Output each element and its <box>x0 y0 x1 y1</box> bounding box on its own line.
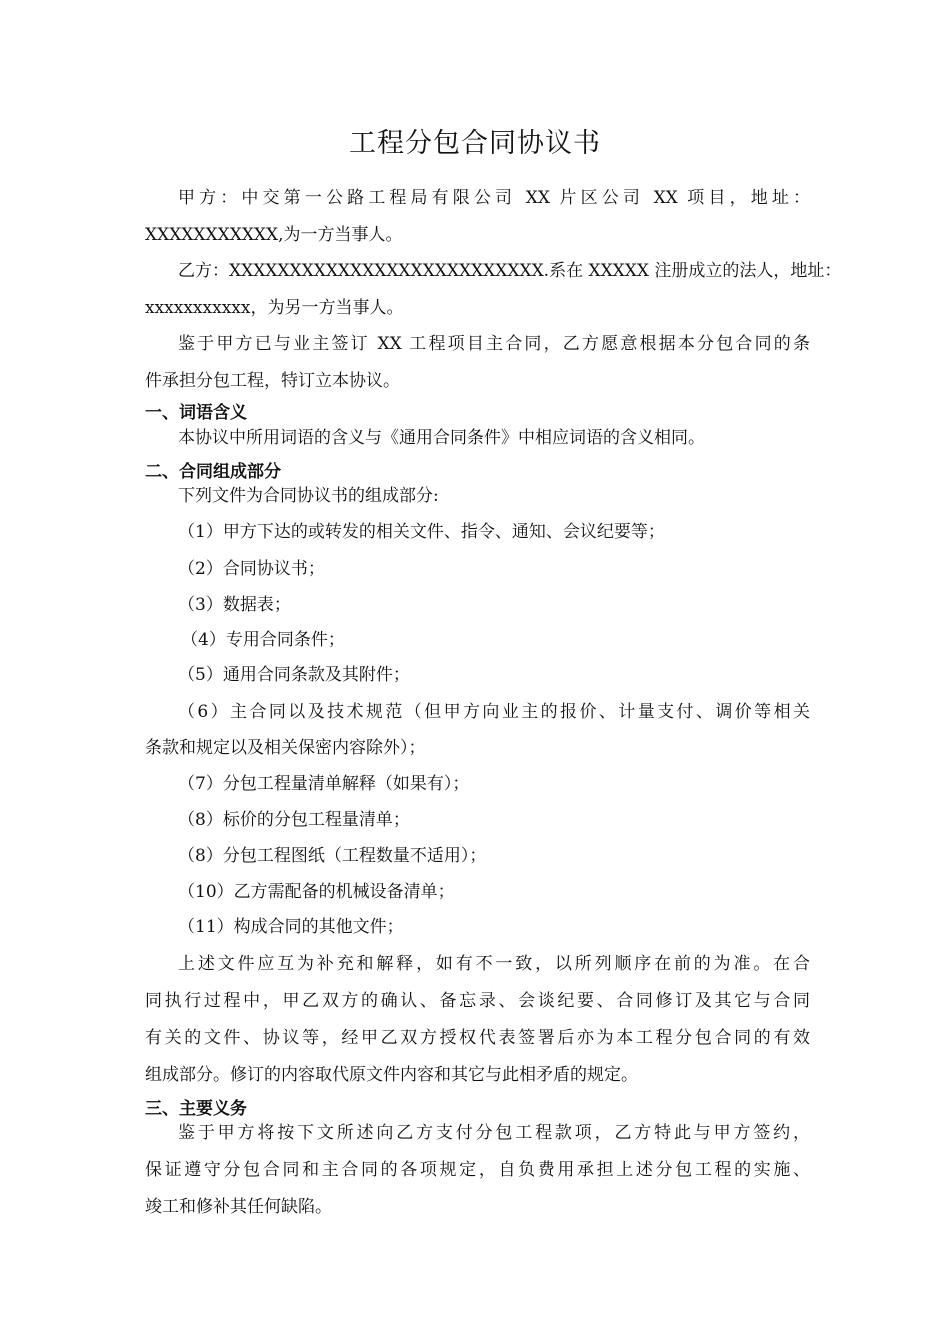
list-item: （5）通用合同条款及其附件； <box>178 665 410 685</box>
section-3-heading: 三、主要义务 <box>145 1099 247 1119</box>
section-1-text: 本协议中所用词语的含义与《通用合同条件》中相应词语的含义相同。 <box>178 428 705 448</box>
section-1-heading: 一、词语含义 <box>145 403 247 423</box>
list-item: （1）甲方下达的或转发的相关文件、指令、通知、会议纪要等； <box>178 522 665 542</box>
list-item: （8）标价的分包工程量清单； <box>178 810 410 830</box>
list-item: 条款和规定以及相关保密内容除外）； <box>145 738 426 758</box>
party-b-line-2: xxxxxxxxxxx，为另一方当事人。 <box>145 298 404 318</box>
section-2-closing-line: 同执行过程中，甲乙双方的确认、备忘录、会谈纪要、合同修订及其它与合同 <box>145 991 810 1011</box>
section-3-line: 保证遵守分包合同和主合同的各项规定，自负费用承担上述分包工程的实施、 <box>145 1160 810 1180</box>
list-item: （8）分包工程图纸（工程数量不适用）； <box>178 846 487 866</box>
section-2-heading: 二、合同组成部分 <box>145 462 281 482</box>
section-2-closing-line: 上述文件应互为补充和解释，如有不一致，以所列顺序在前的为准。在合 <box>178 954 810 974</box>
party-a-line-1: 甲方：中交第一公路工程局有限公司 XX 片区公司 XX 项目，地址： <box>178 188 810 208</box>
party-a-line-2: XXXXXXXXXXX,为一方当事人。 <box>145 225 403 245</box>
list-item: （11）构成合同的其他文件； <box>178 917 404 937</box>
list-item: （7）分包工程量清单解释（如果有）； <box>178 774 470 794</box>
list-item: （3）数据表； <box>178 595 291 615</box>
list-item: （4）专用合同条件； <box>181 630 345 650</box>
list-item: （10）乙方需配备的机械设备清单； <box>178 882 455 902</box>
whereas-line-1: 鉴于甲方已与业主签订 XX 工程项目主合同，乙方愿意根据本分包合同的条 <box>178 334 810 354</box>
party-b-line-1: 乙方：XXXXXXXXXXXXXXXXXXXXXXXXXX.系在 XXXXX 注册成立的法人，地址： <box>178 261 842 281</box>
section-3-line: 竣工和修补其任何缺陷。 <box>145 1197 332 1217</box>
document-title: 工程分包合同协议书 <box>349 128 601 159</box>
list-item: （6）主合同以及技术规范（但甲方向业主的报价、计量支付、调价等相关 <box>178 702 810 722</box>
section-2-lead: 下列文件为合同协议书的组成部分: <box>178 486 439 506</box>
section-2-closing-line: 有关的文件、协议等，经甲乙双方授权代表签署后亦为本工程分包合同的有效 <box>145 1028 810 1048</box>
whereas-line-2: 件承担分包工程，特订立本协议。 <box>145 371 400 391</box>
list-item: （2）合同协议书； <box>178 559 325 579</box>
section-2-closing-line: 组成部分。修订的内容取代原文件内容和其它与此相矛盾的规定。 <box>145 1065 638 1085</box>
section-3-line: 鉴于甲方将按下文所述向乙方支付分包工程款项，乙方特此与甲方签约， <box>178 1123 810 1143</box>
